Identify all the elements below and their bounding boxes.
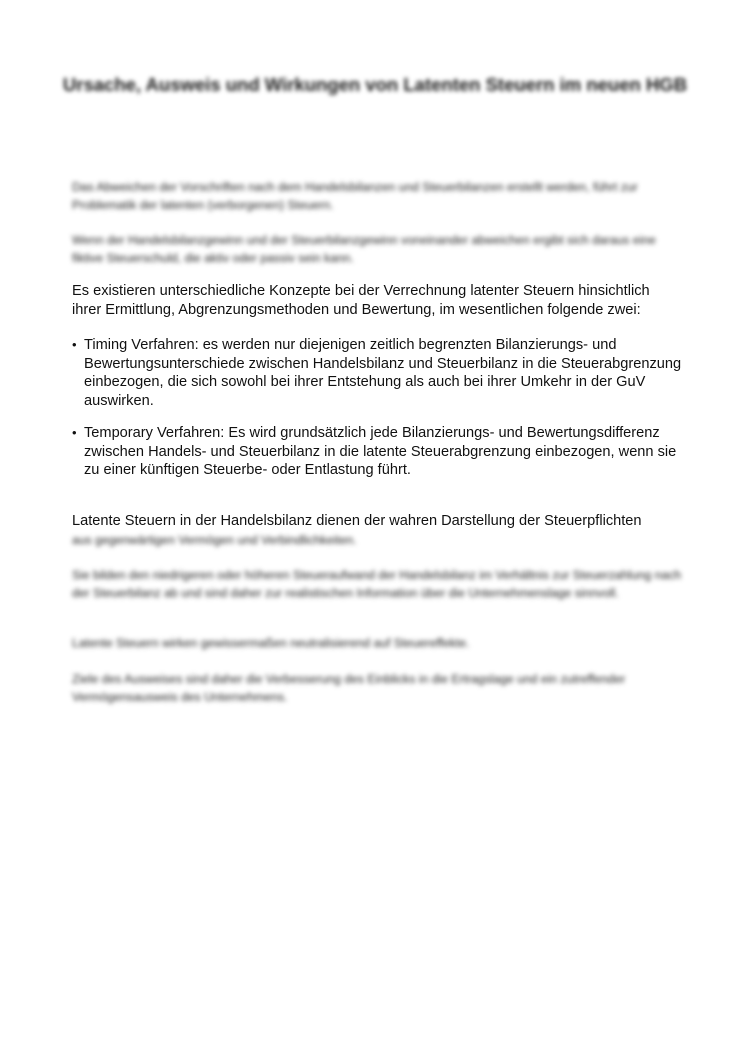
blurred-intro-paragraph-2: Wenn der Handelsbilanzgewinn und der Steuerbilanzgewinn voneinander abweichen ergibt sich daraus eine fiktive Steuerschuld, die aktiv oder passiv sein kann. [72,233,656,265]
latent-taxes-line-blurred: aus gegenwärtigen Vermögen und Verbindlichkeiten. [72,532,357,547]
bullet-marker: • [72,425,77,440]
latent-taxes-paragraph [72,512,682,549]
blurred-outro-paragraph-1: Sie bilden den niedrigeren oder höheren Steueraufwand der Handelsbilanz im Verhältnis zur Steuerzahlung nach der Steuerbilanz ab und sind daher zur realistischen Information über die Unternehmenslage sinnvoll. [72,568,682,600]
concepts-paragraph: Es existieren unterschiedliche Konzepte bei der Verrechnung latenter Steuern hinsichtlich ihrer Ermittlung, Abgrenzungsmethoden und Bewertung, im wesentlichen folgende zwei: [72,283,650,318]
latent-taxes-line-clear: Latente Steuern in der Handelsbilanz dienen der wahren Darstellung der Steuerpflichten [72,513,642,529]
blurred-intro-paragraph-1: Das Abweichen der Vorschriften nach dem Handelsbilanzen und Steuerbilanzen erstellt werden, führt zur Problematik der latenten (verborgenen) Steuern. [72,180,638,212]
document-title: Ursache, Ausweis und Wirkungen von Latenten Steuern im neuen HGB [62,74,688,95]
bullet-text-temporary: Temporary Verfahren: Es wird grundsätzlich jede Bilanzierungs- und Bewertungsdifferenz zwischen Handels- und Steuerbilanz in die latente Steuerabgrenzung einbezogen, wenn sie zu einer künftigen Steuerbe- oder Entlastung führt. [84,425,677,479]
bullet-timing [72,336,682,410]
bullet-temporary [72,424,682,480]
blurred-outro-paragraph-2: Latente Steuern wirken gewissermaßen neutralisierend auf Steuereffekte. [72,636,470,650]
bullet-text-timing: Timing Verfahren: es werden nur diejenigen zeitlich begrenzten Bilanzierungs- und Bewertungsunterschiede zwischen Handelsbilanz und Steuerbilanz in die Steuerabgrenzung einbezogen, die sich sowohl bei ihrer Entstehung als auch bei ihrer Umkehr in der GuV auswirken. [84,337,682,409]
concepts-bullet-list [72,336,682,410]
blurred-outro-paragraph-3: Ziele des Ausweises sind daher die Verbesserung des Einblicks in die Ertragslage und ein zutreffender Vermögensausweis des Unternehmens. [72,672,626,704]
bullet-marker: • [72,337,77,352]
concepts-bullet-list-2 [72,424,682,480]
